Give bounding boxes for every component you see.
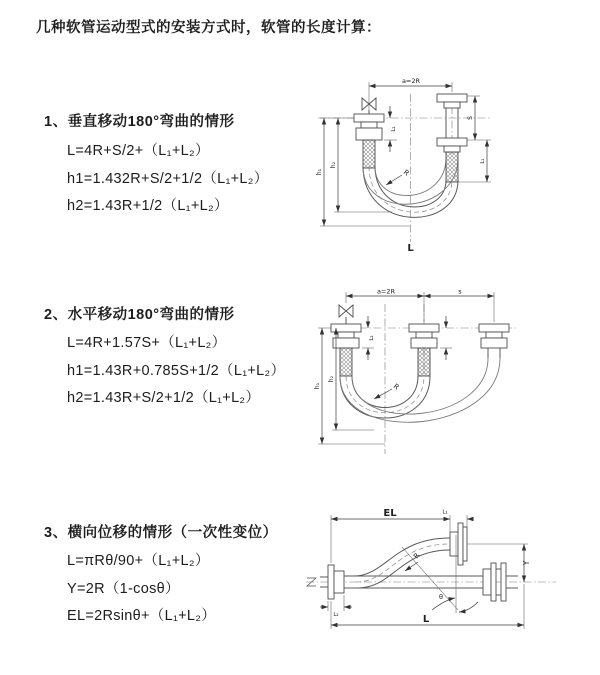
d1-radius-leader (386, 168, 411, 185)
d3-upper-flange (450, 523, 467, 565)
section-3-formula-L: L=πRθ/90+（L₁+L₂） (67, 553, 210, 569)
d2-right-flange (479, 324, 509, 358)
d3-dim-el-label: EL (383, 508, 397, 519)
d3-dim-l-label: L (422, 614, 430, 625)
page-title: 几种软管运动型式的安装方式时，软管的长度计算： (36, 20, 381, 36)
d1-dim-l2 (384, 106, 397, 152)
d2-dim-h1-label: h₁ (314, 382, 321, 390)
d2-dim-shift-label: s (458, 287, 462, 296)
d2-radius-leader (374, 382, 401, 399)
d2-valve-icon (339, 305, 353, 324)
section-2-heading: 2、水平移动180°弯曲的情形 (44, 307, 235, 323)
d3-dim-y-label: Y (522, 560, 531, 566)
d3-hose (354, 538, 450, 588)
d2-end-arrows (440, 316, 452, 360)
section-2-formula-h2: h2=1.43R+S/2+1/2（L₁+L₂） (67, 390, 261, 406)
d2-middle-flange (409, 324, 439, 376)
d2-dim-h2-label: h₂ (328, 375, 335, 383)
d3-dim-el (331, 508, 450, 563)
d1-dim-a2r-label: a=2R (401, 77, 421, 85)
d1-radius-label: R (401, 168, 411, 178)
section-2-formula-h1: h1=1.43R+0.785S+1/2（L₁+L₂） (67, 363, 286, 379)
d2-left-flange (331, 324, 361, 376)
section-1-heading: 1、垂直移动180°弯曲的情形 (44, 114, 235, 130)
d3-dim-l1-label: L₁ (442, 509, 448, 516)
d1-dim-h1-label: h₁ (316, 168, 323, 176)
d3-dim-l2-label: L₂ (333, 612, 339, 618)
d3-radius-leader (405, 551, 422, 571)
d1-dim-l1-label: L₁ (480, 158, 486, 164)
d1-dim-s-label: S (467, 116, 474, 120)
d3-dim-l2 (320, 595, 352, 618)
diagram-horizontal-movement (310, 286, 538, 464)
d1-length-label: L (407, 243, 414, 254)
d2-dim-a2r-label: a=2R (376, 287, 396, 296)
d2-radius-label: R (391, 382, 401, 392)
diagram-lateral-displacement (298, 503, 564, 643)
section-3-formula-Y: Y=2R（1-cosθ） (67, 581, 180, 597)
d1-left-flange (354, 114, 384, 168)
section-3-formula-EL: EL=2Rsinθ+（L₁+L₂） (67, 608, 217, 624)
section-1-formula-L: L=4R+S/2+（L₁+L₂） (67, 143, 210, 159)
d3-radius-label: R (412, 551, 422, 561)
diagram-vertical-movement (310, 74, 522, 259)
d1-dim-h2-label: h₂ (330, 161, 337, 169)
d1-centerlines (318, 94, 492, 242)
d1-right-flange (437, 94, 467, 182)
d3-angle-label: θ (439, 593, 443, 601)
d2-dim-shift (424, 288, 494, 297)
d2-dim-l2-label: L₂ (369, 335, 375, 341)
d2-dim-l2 (362, 316, 375, 360)
section-2-formula-L: L=4R+1.57S+（L₁+L₂） (67, 335, 227, 351)
section-3-heading: 3、横向位移的情形（一次性变位） (44, 525, 278, 541)
d1-dim-l2-label: L₂ (391, 126, 397, 132)
section-1-formula-h2: h2=1.43R+1/2（L₁+L₂） (67, 198, 229, 214)
section-1-formula-h1: h1=1.432R+S/2+1/2（L₁+L₂） (67, 171, 269, 187)
